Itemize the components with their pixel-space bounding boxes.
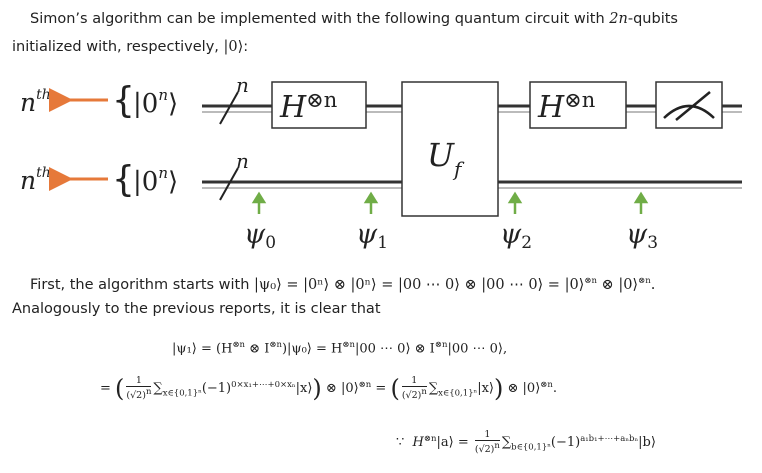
intro-line-2: [12, 38, 248, 56]
psi-3: ψ3: [626, 219, 659, 253]
register-label-bottom: $n^{th}$: [20, 165, 51, 195]
quantum-circuit: [0, 68, 762, 258]
intro-text-2: initialized with, respectively,: [12, 39, 224, 55]
qubit-count: 2n: [609, 11, 628, 27]
equation-3: ∵ $H^{\otimes n}|a⟩$ = $\frac{1}{(√2)^n}$ $\sum_{b\in\{0,1\}^n}(-1)^{a_1b_1+\cdots+a_nb_n}|b⟩$: [396, 429, 656, 456]
init-ket-bottom: |0$^n$⟩: [133, 164, 179, 197]
equation-1: |ψ₁⟩ = ($H^{\otimes n}$ ⊗ $I^{\otimes n})|\psi_0⟩ = H^{\otimes n}|00$ ⋯ 0⟩ ⊗ $I^{\otimes n}|00$ ⋯ 0⟩,: [172, 340, 508, 357]
intro-line-1: [30, 10, 678, 28]
brace-icon: {: [112, 80, 135, 121]
step-1-text: First, the algorithm starts with: [30, 276, 255, 293]
wire-count-top: n: [236, 73, 249, 97]
hadamard-label-2: $H^{\otimes n}$: [538, 88, 596, 125]
equation-2: = ( $\frac{1}{(√2)^n}$ $\sum_{x\in\{0,1\}^n}(-1)^{0\times x_1+\cdots+0\times x_n}|x⟩$) ⊗ |0⟩$^{\otimes n}$ = ( $\frac{1}{(√2)^n}$ $\sum_{x\in\{0,1\}^n}|x⟩$) ⊗ |0⟩$^{\otimes n}$.: [100, 374, 558, 403]
step-1-line: [30, 272, 655, 294]
init-state: |0⟩: [223, 39, 244, 55]
intro-colon: :: [243, 39, 249, 55]
hadamard-label-1: $H^{\otimes n}$: [280, 88, 338, 125]
init-ket-top: |0$^n$⟩: [133, 86, 179, 119]
step-1-formula: |ψ₀⟩ = |0ⁿ⟩ ⊗ |0ⁿ⟩ = |00 ⋯ 0⟩ ⊗ |00 ⋯ 0⟩ = |0⟩$^{\otimes n}$ ⊗ |0⟩$^{\otimes n}$.: [254, 276, 656, 293]
brace-icon: {: [112, 159, 135, 200]
intro-text: Simon’s algorithm can be implemented with the following quantum circuit with: [30, 11, 610, 27]
register-label-top: $n^{th}$: [20, 87, 51, 117]
psi-1: ψ1: [356, 219, 389, 253]
psi-0: ψ0: [244, 219, 277, 253]
intro-text-end: -qubits: [627, 11, 678, 27]
step-2-line: Analogously to the previous reports, it is clear that: [12, 301, 381, 317]
wire-count-bottom: n: [236, 149, 249, 173]
psi-2: ψ2: [500, 219, 533, 253]
oracle-label: $U_f$: [427, 136, 462, 181]
